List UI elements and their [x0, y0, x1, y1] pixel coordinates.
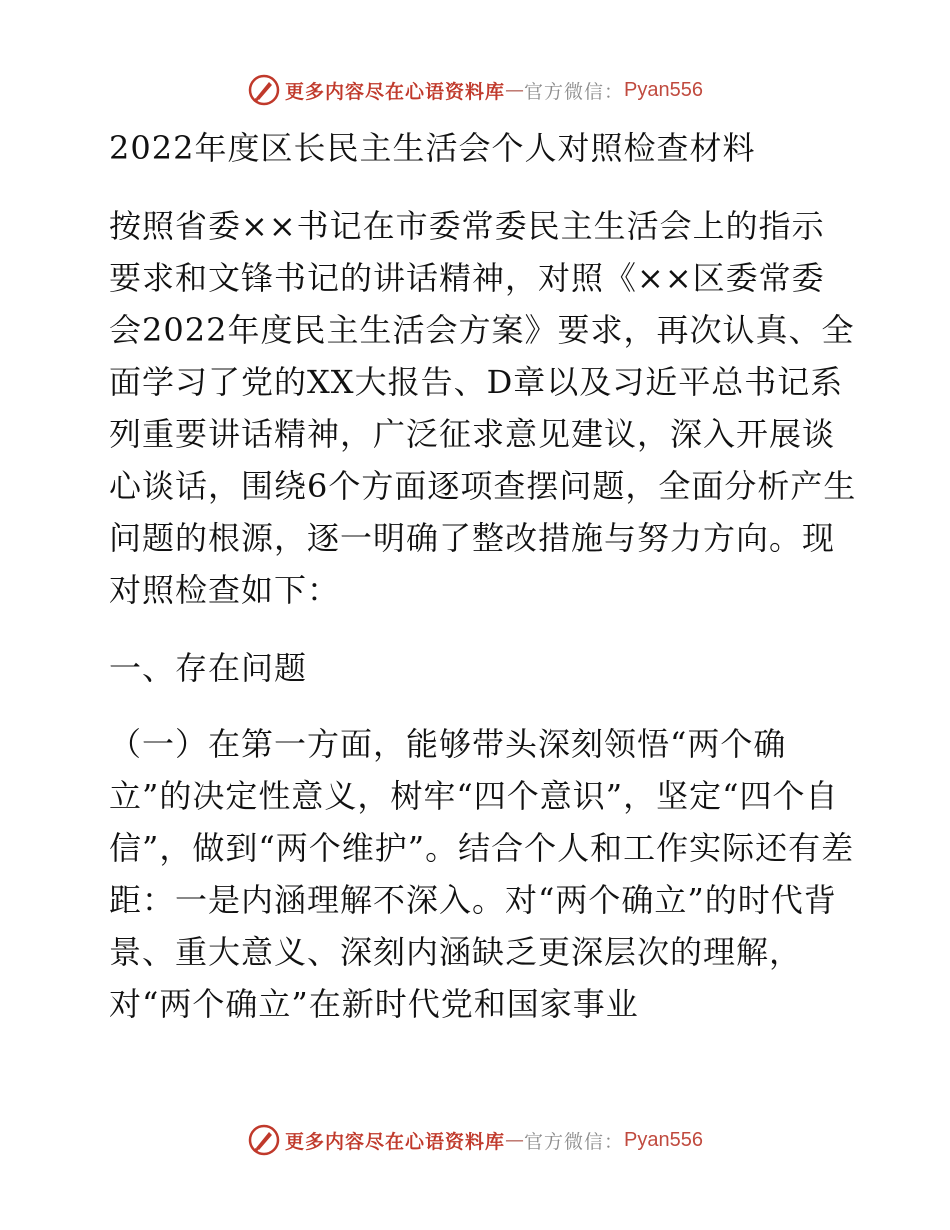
watermark-dash: —: [505, 79, 525, 101]
watermark-official-label: 官方微信：: [524, 80, 625, 103]
document-body: [97, 122, 857, 1056]
red-quill-circle-icon: [247, 73, 281, 107]
section-paragraph: （一）在第一方面，能够带头深刻领悟“两个确立”的决定性意义，树牢“四个意识”，坚定“四个自信”，做到“两个维护”。结合个人和工作实际还有差距：一是内涵理解不深入。对“两个确立”的时代背景、重大意义、深刻内涵缺乏更深层次的理解，对“两个确立”在新时代党和国家事业: [109, 725, 855, 1023]
watermark-official-label: 官方微信：: [524, 1130, 625, 1153]
watermark-site-text: 更多内容尽在心语资料库: [285, 1130, 506, 1153]
red-quill-circle-icon: [247, 1123, 281, 1157]
document-title: 2022年度区长民主生活会个人对照检查材料: [109, 129, 756, 167]
watermark-banner-bottom: [0, 1120, 950, 1160]
watermark-dash: —: [505, 1129, 525, 1151]
intro-paragraph: 按照省委××书记在市委常委民主生活会上的指示要求和文锋书记的讲话精神，对照《××区委常委会2022年度民主生活会方案》要求，再次认真、全面学习了党的XX大报告、D章以及习近平总书记系列重要讲话精神，广泛征求意见建议，深入开展谈心谈话，围绕6个方面逐项查摆问题，全面分析产生问题的根源，逐一明确了整改措施与努力方向。现对照检查如下：: [109, 207, 857, 609]
watermark-site-text: 更多内容尽在心语资料库: [285, 80, 506, 103]
section-heading: 一、存在问题: [109, 649, 308, 687]
watermark-account-id: Pyan556: [624, 78, 703, 101]
watermark-banner-top: [0, 70, 950, 110]
watermark-account-id: Pyan556: [624, 1128, 703, 1151]
